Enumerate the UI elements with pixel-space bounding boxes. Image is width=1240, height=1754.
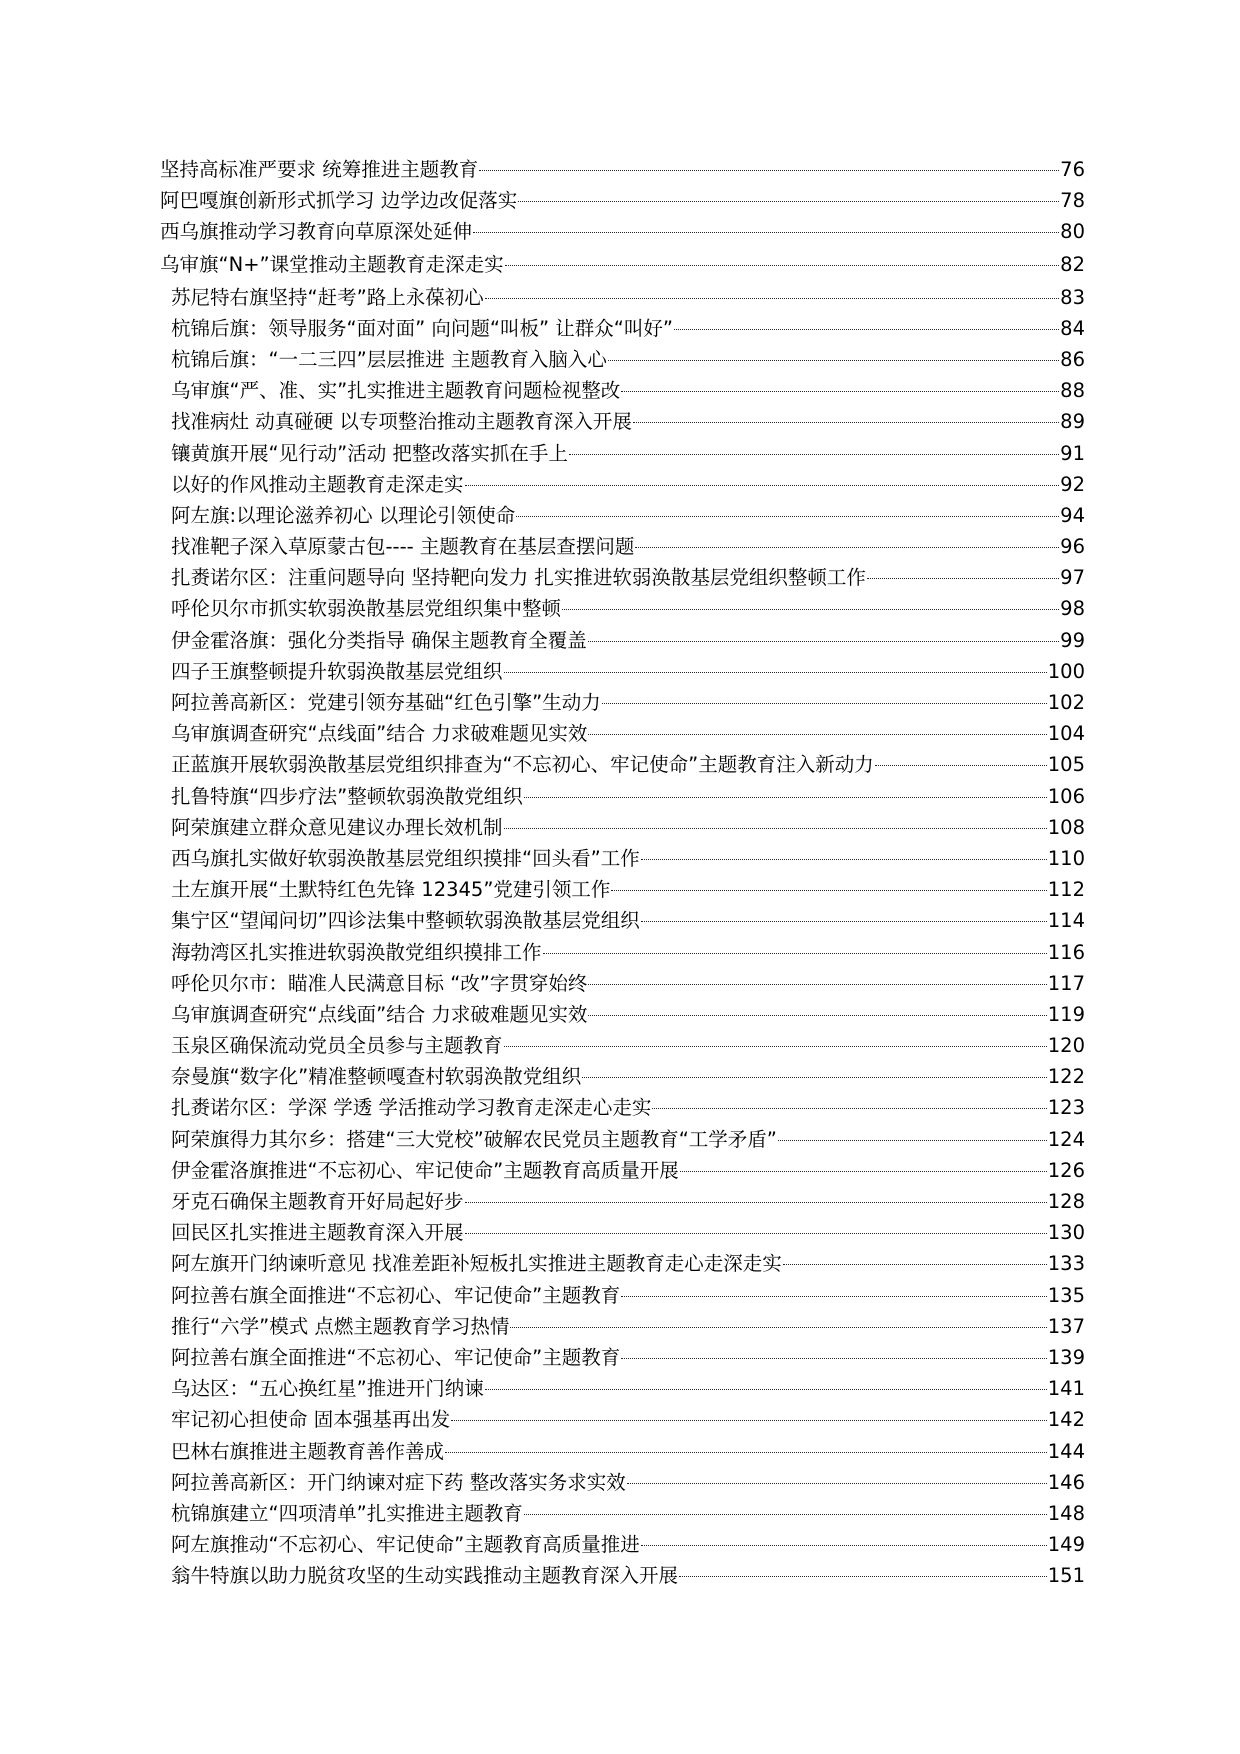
toc-entry-title: 乌审旗“严、准、实”扎实推进主题教育问题检视整改 bbox=[171, 379, 621, 403]
toc-entry-page-number: 114 bbox=[1047, 909, 1085, 933]
dot-leader bbox=[504, 672, 1047, 673]
toc-entry-title: 以好的作风推动主题教育走深走实 bbox=[171, 472, 464, 496]
toc-entry-title: 海勃湾区扎实推进软弱涣散党组织摸排工作 bbox=[171, 940, 542, 964]
toc-entry-page-number: 123 bbox=[1047, 1096, 1085, 1120]
toc-entry-page-number: 92 bbox=[1060, 472, 1085, 496]
toc-entry-page-number: 98 bbox=[1060, 597, 1085, 621]
dot-leader bbox=[479, 170, 1059, 171]
dot-leader bbox=[485, 1389, 1047, 1390]
dot-leader bbox=[588, 984, 1046, 985]
toc-entry[interactable] bbox=[160, 656, 1085, 687]
toc-entry[interactable] bbox=[160, 1186, 1085, 1217]
toc-entry-title: 找准靶子深入草原蒙古包---- 主题教育在基层查摆问题 bbox=[171, 535, 635, 559]
dot-leader bbox=[485, 298, 1059, 299]
toc-entry-title: 阿拉善高新区：开门纳谏对症下药 整改落实务求实效 bbox=[171, 1470, 626, 1494]
toc-entry[interactable] bbox=[160, 968, 1085, 999]
toc-entry[interactable] bbox=[160, 154, 1085, 185]
dot-leader bbox=[516, 516, 1059, 517]
toc-entry[interactable] bbox=[160, 406, 1085, 437]
toc-entry-page-number: 128 bbox=[1047, 1190, 1085, 1213]
toc-entry-title: 找准病灶 动真碰硬 以专项整治推动主题教育深入开展 bbox=[171, 410, 632, 434]
toc-entry-title: 正蓝旗开展软弱涣散基层党组织排查为“不忘初心、牢记使命”主题教育注入新动力 bbox=[171, 753, 874, 777]
toc-entry-title: 巴林右旗推进主题教育善作善成 bbox=[171, 1439, 445, 1463]
toc-entry[interactable] bbox=[160, 1560, 1085, 1591]
toc-entry-title: 杭锦旗建立“四项清单”扎实推进主题教育 bbox=[171, 1501, 523, 1525]
toc-entry[interactable] bbox=[160, 344, 1085, 375]
dot-leader bbox=[582, 1077, 1047, 1078]
toc-entry-title: 四子王旗整顿提升软弱涣散基层党组织 bbox=[171, 659, 503, 683]
dot-leader bbox=[621, 1358, 1047, 1359]
toc-entry-page-number: 148 bbox=[1047, 1501, 1085, 1525]
dot-leader bbox=[627, 1483, 1047, 1484]
toc-entry-title: 牢记初心担使命 固本强基再出发 bbox=[171, 1408, 451, 1432]
toc-entry-page-number: 94 bbox=[1060, 503, 1085, 527]
toc-entry-page-number: 139 bbox=[1047, 1345, 1085, 1369]
dot-leader bbox=[518, 201, 1059, 202]
toc-entry-title: 翁牛特旗以助力脱贫攻坚的生动实践推动主题教育深入开展 bbox=[171, 1564, 679, 1588]
toc-entry-page-number: 133 bbox=[1047, 1252, 1085, 1276]
toc-entry[interactable] bbox=[160, 375, 1085, 406]
toc-entry[interactable] bbox=[160, 749, 1085, 780]
toc-entry-page-number: 105 bbox=[1047, 753, 1085, 777]
dot-leader bbox=[641, 859, 1047, 860]
table-of-contents bbox=[160, 154, 1085, 1591]
toc-entry-title: 阿左旗开门纳谏听意见 找准差距补短板扎实推进主题教育走心走深走实 bbox=[171, 1252, 782, 1276]
dot-leader bbox=[635, 547, 1059, 548]
dot-leader bbox=[510, 1327, 1046, 1328]
toc-entry[interactable] bbox=[160, 593, 1085, 624]
toc-entry[interactable] bbox=[160, 469, 1085, 500]
dot-leader bbox=[875, 765, 1047, 766]
toc-entry[interactable] bbox=[160, 282, 1085, 313]
toc-entry-page-number: 119 bbox=[1047, 1002, 1085, 1026]
toc-entry[interactable] bbox=[160, 843, 1085, 874]
toc-entry[interactable] bbox=[160, 1092, 1085, 1123]
toc-entry-page-number: 108 bbox=[1047, 815, 1085, 839]
toc-entry-page-number: 130 bbox=[1047, 1221, 1085, 1245]
toc-entry-page-number: 124 bbox=[1047, 1127, 1085, 1151]
toc-entry[interactable] bbox=[160, 438, 1085, 469]
dot-leader bbox=[611, 890, 1046, 891]
toc-entry-page-number: 117 bbox=[1047, 971, 1085, 995]
toc-entry-title: 阿左旗:以理论滋养初心 以理论引领使命 bbox=[171, 503, 516, 527]
dot-leader bbox=[445, 1452, 1047, 1453]
toc-entry-title: 阿拉善右旗全面推进“不忘初心、牢记使命”主题教育 bbox=[171, 1283, 621, 1307]
toc-entry[interactable] bbox=[160, 687, 1085, 718]
toc-entry-title: 伊金霍洛旗：强化分类指导 确保主题教育全覆盖 bbox=[171, 628, 587, 652]
toc-entry-title: 杭锦后旗：领导服务“面对面” 向问题“叫板” 让群众“叫好” bbox=[171, 316, 674, 340]
toc-entry-title: 阿左旗推动“不忘初心、牢记使命”主题教育高质量推进 bbox=[171, 1533, 640, 1557]
toc-entry-title: 扎鲁特旗“四步疗法”整顿软弱涣散党组织 bbox=[171, 784, 523, 808]
toc-entry-title: 苏尼特右旗坚持“赶考”路上永葆初心 bbox=[171, 285, 484, 309]
toc-entry-title: 奈曼旗“数字化”精准整顿嘎查村软弱涣散党组织 bbox=[171, 1065, 582, 1089]
toc-entry[interactable] bbox=[160, 313, 1085, 344]
toc-entry[interactable] bbox=[160, 500, 1085, 531]
toc-entry-page-number: 86 bbox=[1060, 347, 1085, 371]
toc-entry-title: 西乌旗推动学习教育向草原深处延伸 bbox=[160, 220, 473, 244]
dot-leader bbox=[674, 329, 1059, 330]
toc-entry-title: 阿巴嘎旗创新形式抓学习 边学边改促落实 bbox=[160, 189, 518, 213]
toc-entry-page-number: 112 bbox=[1047, 878, 1085, 902]
dot-leader bbox=[867, 578, 1059, 579]
toc-entry-title: 西乌旗扎实做好软弱涣散基层党组织摸排“回头看”工作 bbox=[171, 846, 640, 870]
toc-entry-title: 集宁区“望闻问切”四诊法集中整顿软弱涣散基层党组织 bbox=[171, 909, 640, 933]
toc-entry-page-number: 99 bbox=[1060, 628, 1085, 652]
toc-entry[interactable] bbox=[160, 1498, 1085, 1529]
toc-entry-title: 推行“六学”模式 点燃主题教育学习热情 bbox=[171, 1314, 510, 1338]
toc-entry-title: 阿拉善右旗全面推进“不忘初心、牢记使命”主题教育 bbox=[171, 1345, 621, 1369]
dot-leader bbox=[465, 1233, 1047, 1234]
toc-entry-title: 杭锦后旗：“一二三四”层层推进 主题教育入脑入心 bbox=[171, 347, 607, 371]
toc-entry[interactable] bbox=[160, 1248, 1085, 1279]
toc-entry[interactable] bbox=[160, 248, 1085, 282]
dot-leader bbox=[602, 703, 1047, 704]
toc-entry-page-number: 88 bbox=[1060, 379, 1085, 403]
toc-entry[interactable] bbox=[160, 1030, 1085, 1061]
toc-entry-page-number: 142 bbox=[1047, 1408, 1085, 1432]
toc-entry[interactable] bbox=[160, 1217, 1085, 1248]
dot-leader bbox=[465, 485, 1060, 486]
toc-entry-title: 镶黄旗开展“见行动”活动 把整改落实抓在手上 bbox=[171, 441, 568, 465]
toc-entry[interactable] bbox=[160, 937, 1085, 968]
toc-entry[interactable] bbox=[160, 1467, 1085, 1498]
toc-entry-page-number: 116 bbox=[1047, 940, 1085, 964]
toc-entry[interactable] bbox=[160, 1404, 1085, 1435]
toc-entry-page-number: 104 bbox=[1047, 722, 1085, 746]
toc-entry-page-number: 97 bbox=[1060, 566, 1085, 590]
toc-entry-title: 乌审旗“N+”课堂推动主题教育走深走实 bbox=[160, 252, 504, 276]
toc-entry[interactable] bbox=[160, 718, 1085, 749]
toc-entry-page-number: 78 bbox=[1060, 189, 1085, 213]
toc-entry-page-number: 146 bbox=[1047, 1470, 1085, 1494]
toc-entry[interactable] bbox=[160, 812, 1085, 843]
toc-entry-title: 牙克石确保主题教育开好局起好步 bbox=[171, 1190, 464, 1213]
toc-entry-page-number: 144 bbox=[1047, 1439, 1085, 1463]
dot-leader bbox=[621, 1296, 1047, 1297]
toc-entry[interactable] bbox=[160, 625, 1085, 656]
dot-leader bbox=[451, 1420, 1047, 1421]
dot-leader bbox=[652, 1108, 1046, 1109]
dot-leader bbox=[524, 797, 1047, 798]
toc-entry[interactable] bbox=[160, 905, 1085, 936]
toc-entry[interactable] bbox=[160, 999, 1085, 1030]
toc-entry[interactable] bbox=[160, 562, 1085, 593]
dot-leader bbox=[680, 1171, 1047, 1172]
dot-leader bbox=[641, 1545, 1047, 1546]
dot-leader bbox=[562, 609, 1059, 610]
toc-entry[interactable] bbox=[160, 1529, 1085, 1560]
toc-entry-title: 玉泉区确保流动党员全员参与主题教育 bbox=[171, 1034, 503, 1058]
toc-entry-title: 阿拉善高新区：党建引领夯基础“红色引擎”生动力 bbox=[171, 691, 601, 714]
toc-entry-page-number: 89 bbox=[1060, 410, 1085, 434]
toc-entry-title: 乌审旗调查研究“点线面”结合 力求破难题见实效 bbox=[171, 1002, 588, 1026]
dot-leader bbox=[504, 828, 1047, 829]
toc-entry-title: 土左旗开展“土默特红色先锋 12345”党建引领工作 bbox=[171, 878, 611, 902]
toc-entry-page-number: 100 bbox=[1047, 659, 1085, 683]
toc-entry[interactable] bbox=[160, 1155, 1085, 1186]
dot-leader bbox=[465, 1202, 1047, 1203]
dot-leader bbox=[633, 422, 1059, 423]
toc-entry-page-number: 126 bbox=[1047, 1158, 1085, 1182]
toc-entry-title: 扎赉诺尔区：注重问题导向 坚持靶向发力 扎实推进软弱涣散基层党组织整顿工作 bbox=[171, 566, 866, 590]
toc-entry-page-number: 91 bbox=[1060, 441, 1085, 465]
dot-leader bbox=[524, 1514, 1047, 1515]
toc-entry-page-number: 106 bbox=[1047, 784, 1085, 808]
toc-entry-page-number: 84 bbox=[1060, 316, 1085, 340]
toc-entry-page-number: 149 bbox=[1047, 1533, 1085, 1557]
toc-entry[interactable] bbox=[160, 531, 1085, 562]
dot-leader bbox=[783, 1264, 1047, 1265]
toc-entry-title: 乌达区：“五心换红星”推进开门纳谏 bbox=[171, 1377, 484, 1401]
toc-entry-title: 伊金霍洛旗推进“不忘初心、牢记使命”主题教育高质量开展 bbox=[171, 1158, 679, 1182]
toc-entry[interactable] bbox=[160, 1280, 1085, 1311]
dot-leader bbox=[588, 734, 1046, 735]
dot-leader bbox=[588, 1015, 1046, 1016]
toc-entry-title: 呼伦贝尔市抓实软弱涣散基层党组织集中整顿 bbox=[171, 597, 562, 621]
toc-entry[interactable] bbox=[160, 185, 1085, 216]
dot-leader bbox=[505, 265, 1060, 266]
toc-entry[interactable] bbox=[160, 1124, 1085, 1155]
toc-entry[interactable] bbox=[160, 781, 1085, 812]
toc-entry[interactable] bbox=[160, 1436, 1085, 1467]
dot-leader bbox=[679, 1576, 1047, 1577]
toc-entry[interactable] bbox=[160, 1373, 1085, 1404]
toc-entry-page-number: 151 bbox=[1047, 1564, 1085, 1588]
toc-entry-title: 坚持高标准严要求 统筹推进主题教育 bbox=[160, 158, 479, 181]
toc-entry-page-number: 135 bbox=[1047, 1283, 1085, 1307]
toc-entry-page-number: 82 bbox=[1060, 252, 1085, 276]
toc-entry-page-number: 110 bbox=[1047, 846, 1085, 870]
toc-entry-page-number: 137 bbox=[1047, 1314, 1085, 1338]
toc-entry-title: 阿荣旗得力其尔乡：搭建“三大党校”破解农民党员主题教育“工学矛盾” bbox=[171, 1127, 777, 1151]
dot-leader bbox=[569, 454, 1059, 455]
toc-entry-page-number: 96 bbox=[1060, 535, 1085, 559]
toc-entry-page-number: 102 bbox=[1047, 691, 1085, 714]
dot-leader bbox=[588, 641, 1059, 642]
toc-entry-page-number: 122 bbox=[1047, 1065, 1085, 1089]
toc-entry[interactable] bbox=[160, 1061, 1085, 1092]
toc-entry-page-number: 141 bbox=[1047, 1377, 1085, 1401]
toc-entry-page-number: 80 bbox=[1060, 220, 1085, 244]
toc-entry[interactable] bbox=[160, 1311, 1085, 1342]
toc-entry-page-number: 120 bbox=[1047, 1034, 1085, 1058]
toc-entry[interactable] bbox=[160, 1342, 1085, 1373]
toc-entry[interactable] bbox=[160, 874, 1085, 905]
toc-entry-title: 乌审旗调查研究“点线面”结合 力求破难题见实效 bbox=[171, 722, 588, 746]
dot-leader bbox=[504, 1046, 1047, 1047]
toc-entry-page-number: 76 bbox=[1060, 158, 1085, 181]
dot-leader bbox=[543, 953, 1047, 954]
dot-leader bbox=[641, 921, 1047, 922]
dot-leader bbox=[608, 360, 1059, 361]
toc-entry-page-number: 83 bbox=[1060, 285, 1085, 309]
toc-entry-title: 回民区扎实推进主题教育深入开展 bbox=[171, 1221, 464, 1245]
dot-leader bbox=[778, 1140, 1047, 1141]
toc-entry-title: 阿荣旗建立群众意见建议办理长效机制 bbox=[171, 815, 503, 839]
toc-entry[interactable] bbox=[160, 216, 1085, 247]
dot-leader bbox=[473, 232, 1059, 233]
toc-entry-title: 扎赉诺尔区：学深 学透 学活推动学习教育走深走心走实 bbox=[171, 1096, 652, 1120]
dot-leader bbox=[621, 391, 1059, 392]
toc-entry-title: 呼伦贝尔市：瞄准人民满意目标 “改”字贯穿始终 bbox=[171, 971, 588, 995]
